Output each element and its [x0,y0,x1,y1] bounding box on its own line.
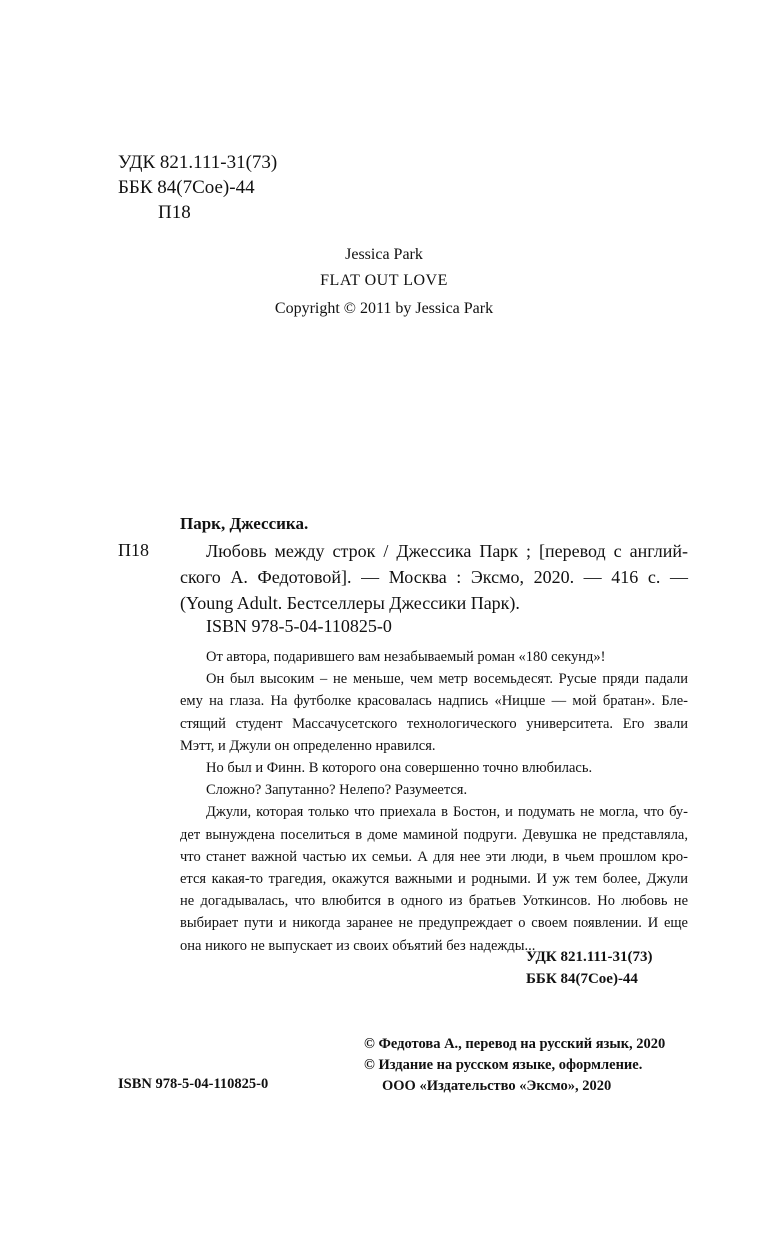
annotation-line: ется какая-то трагедия, окажутся важными и родными. И уж тем более, Джули [180,871,688,888]
annotation-line: стящий студент Массачусетского технологического университета. Его звали [180,715,688,732]
original-copyright: Copyright © 2011 by Jessica Park [274,300,494,317]
annotation-line: Он был высоким – не меньше, чем метр восемьдесят. Русые пряди падали [206,671,688,688]
isbn-main: ISBN 978-5-04-110825-0 [206,616,392,636]
annotation-line: Но был и Финн. В которого она совершенно точно влюбилась. [206,760,593,777]
isbn-footer: ISBN 978-5-04-110825-0 [118,1076,269,1092]
bibliographic-description [180,538,688,616]
edition-copyright: © Издание на русском языке, оформление. [364,1057,643,1073]
annotation [180,646,688,957]
translation-copyright: © Федотова А., перевод на русский язык, 2020 [364,1036,666,1052]
udk-bbk-header [118,150,277,225]
udk-code-bottom: УДК 821.111-31(73) [526,949,653,965]
annotation-line: дет вынуждена поселиться в доме маминой подруги. Девушка не представляла, [180,826,688,843]
annotation-line: ему на глаза. На футболке красовалась надпись «Ницше — мой братан». Бле- [180,693,688,710]
bibliographic-heading: Парк, Джессика. [180,514,309,533]
annotation-line: что станет важной частью их семьи. А для нее эти люди, в чьем прошлом кро- [180,848,688,865]
bibliographic-line: ского А. Федотовой]. — Москва : Эксмо, 2020. — 416 с. — [180,567,688,587]
bibliographic-line: (Young Adult. Бестселлеры Джессики Парк). [180,593,520,613]
original-title: FLAT OUT LOVE [320,272,448,289]
udk-code: УДК 821.111-31(73) [118,152,278,173]
udk-bbk-footer [526,946,653,990]
author-mark: П18 [158,202,191,223]
bibliographic-line: Любовь между строк / Джессика Парк ; [перевод с англий- [206,541,688,561]
annotation-line: От автора, подарившего вам незабываемый роман «180 секунд»! [206,649,606,665]
annotation-line: Мэтт, и Джули он определенно нравился. [180,737,436,754]
bbk-code: ББК 84(7Сое)-44 [118,177,255,198]
annotation-line: Сложно? Запутанно? Нелепо? Разумеется. [206,782,468,799]
annotation-line: Джули, которая только что приехала в Бостон, и подумать не могла, что бу- [206,804,688,821]
copyright-notices [364,1034,665,1097]
annotation-line: не догадывалась, что влюбится в одного из братьев Уоткинсов. Но любовь не [180,893,688,910]
publisher-copyright: ООО «Издательство «Эксмо», 2020 [382,1078,612,1094]
bibliographic-author-mark: П18 [118,540,149,560]
original-author: Jessica Park [345,246,423,263]
annotation-line: она никого не выпускает из своих объятий без надежды... [180,937,536,954]
annotation-line: выбирает пути и никогда заранее не предупреждает о своем появлении. И еще [180,915,688,932]
bbk-code-bottom: ББК 84(7Сое)-44 [526,971,638,987]
